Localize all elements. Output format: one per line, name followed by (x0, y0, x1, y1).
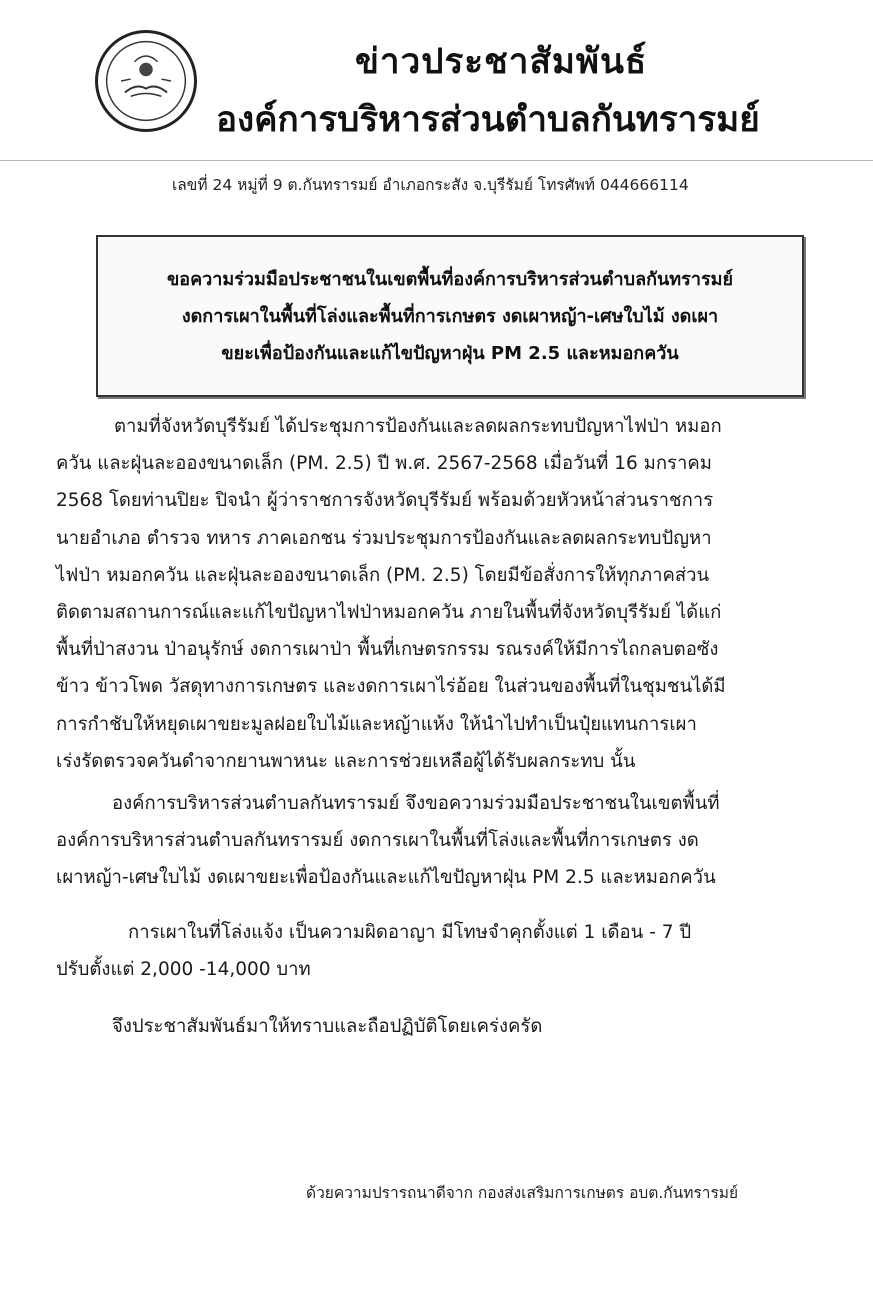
body-line: นายอำเภอ ตำรวจ ทหาร ภาคเอกชน ร่วมประชุมการป้องกันและลดผลกระทบปัญหา (56, 527, 712, 549)
body-line: ปรับตั้งแต่ 2,000 -14,000 บาท (56, 959, 311, 981)
address-line: เลขที่ 24 หมู่ที่ 9 ต.กันทรารมย์ อำเภอกระสัง จ.บุรีรัมย์ โทรศัพท์ 044666114 (172, 176, 689, 194)
body-line: ข้าว ข้าวโพด วัสดุทางการเกษตร และงดการเผาไร่อ้อย ในส่วนของพื้นที่ในชุมชนได้มี (56, 676, 726, 698)
organization-name: องค์การบริหารส่วนตำบลกันทรารมย์ (216, 100, 760, 140)
body-line: ติดตามสถานการณ์และแก้ไขปัญหาไฟป่าหมอกควัน ภายในพื้นที่จังหวัดบุรีรัมย์ ได้แก่ (56, 602, 722, 624)
footer-signature: ด้วยความปรารถนาดีจาก กองส่งเสริมการเกษตร อบต.กันทรารมย์ (306, 1184, 739, 1202)
paragraph-request (56, 785, 816, 897)
body-line: ตามที่จังหวัดบุรีรัมย์ ได้ประชุมการป้องกันและลดผลกระทบปัญหาไฟป่า หมอก (114, 416, 722, 437)
organization-seal-icon (95, 30, 197, 132)
header-divider (0, 160, 873, 161)
body-line: พื้นที่ป่าสงวน ป่าอนุรักษ์ งดการเผาป่า พื้นที่เกษตรกรรม รณรงค์ให้มีการไถกลบตอซัง (56, 639, 719, 661)
body-line: เร่งรัดตรวจควันดำจากยานพาหนะ และการช่วยเหลือผู้ได้รับผลกระทบ นั้น (56, 750, 636, 772)
body-line: ไฟป่า หมอกควัน และฝุ่นละอองขนาดเล็ก (PM. 2.5) โดยมีข้อสั่งการให้ทุกภาคส่วน (56, 564, 710, 586)
notice-box (96, 235, 804, 397)
notice-line: ขอความร่วมมือประชาชนในเขตพื้นที่องค์การบริหารส่วนตำบลกันทรารมย์ (166, 269, 734, 290)
paragraph-penalty (56, 914, 816, 988)
paragraph-closing (56, 1008, 816, 1045)
body-line: การเผาในที่โล่งแจ้ง เป็นความผิดอาญา มีโทษจำคุกตั้งแต่ 1 เดือน - 7 ปี (128, 922, 692, 943)
body-line: เผาหญ้า-เศษใบไม้ งดเผาขยะเพื่อป้องกันและแก้ไขปัญหาฝุ่น PM 2.5 และหมอกควัน (56, 867, 716, 889)
paragraph-background (56, 408, 816, 780)
body-line: จึงประชาสัมพันธ์มาให้ทราบและถือปฏิบัติโดยเคร่งครัด (112, 1016, 543, 1037)
body-line: การกำชับให้หยุดเผาขยะมูลฝอยใบไม้และหญ้าแห้ง ให้นำไปทำเป็นปุ๋ยแทนการเผา (56, 713, 697, 735)
body-line: ควัน และฝุ่นละอองขนาดเล็ก (PM. 2.5) ปี พ.ศ. 2567-2568 เมื่อวันที่ 16 มกราคม (56, 453, 712, 475)
header-title: ข่าวประชาสัมพันธ์ (355, 42, 648, 82)
seal-graphic (98, 33, 194, 129)
body-line: 2568 โดยท่านปิยะ ปิจนำ ผู้ว่าราชการจังหวัดบุรีรัมย์ พร้อมด้วยหัวหน้าส่วนราชการ (56, 490, 714, 512)
notice-line: งดการเผาในพื้นที่โล่งและพื้นที่การเกษตร งดเผาหญ้า-เศษใบไม้ งดเผา (181, 306, 719, 327)
body-line: องค์การบริหารส่วนตำบลกันทรารมย์ งดการเผาในพื้นที่โล่งและพื้นที่การเกษตร งด (56, 830, 699, 852)
body-line: องค์การบริหารส่วนตำบลกันทรารมย์ จึงขอความร่วมมือประชาชนในเขตพื้นที่ (112, 793, 720, 814)
notice-line: ขยะเพื่อป้องกันและแก้ไขปัญหาฝุ่น PM 2.5 และหมอกควัน (221, 343, 679, 364)
